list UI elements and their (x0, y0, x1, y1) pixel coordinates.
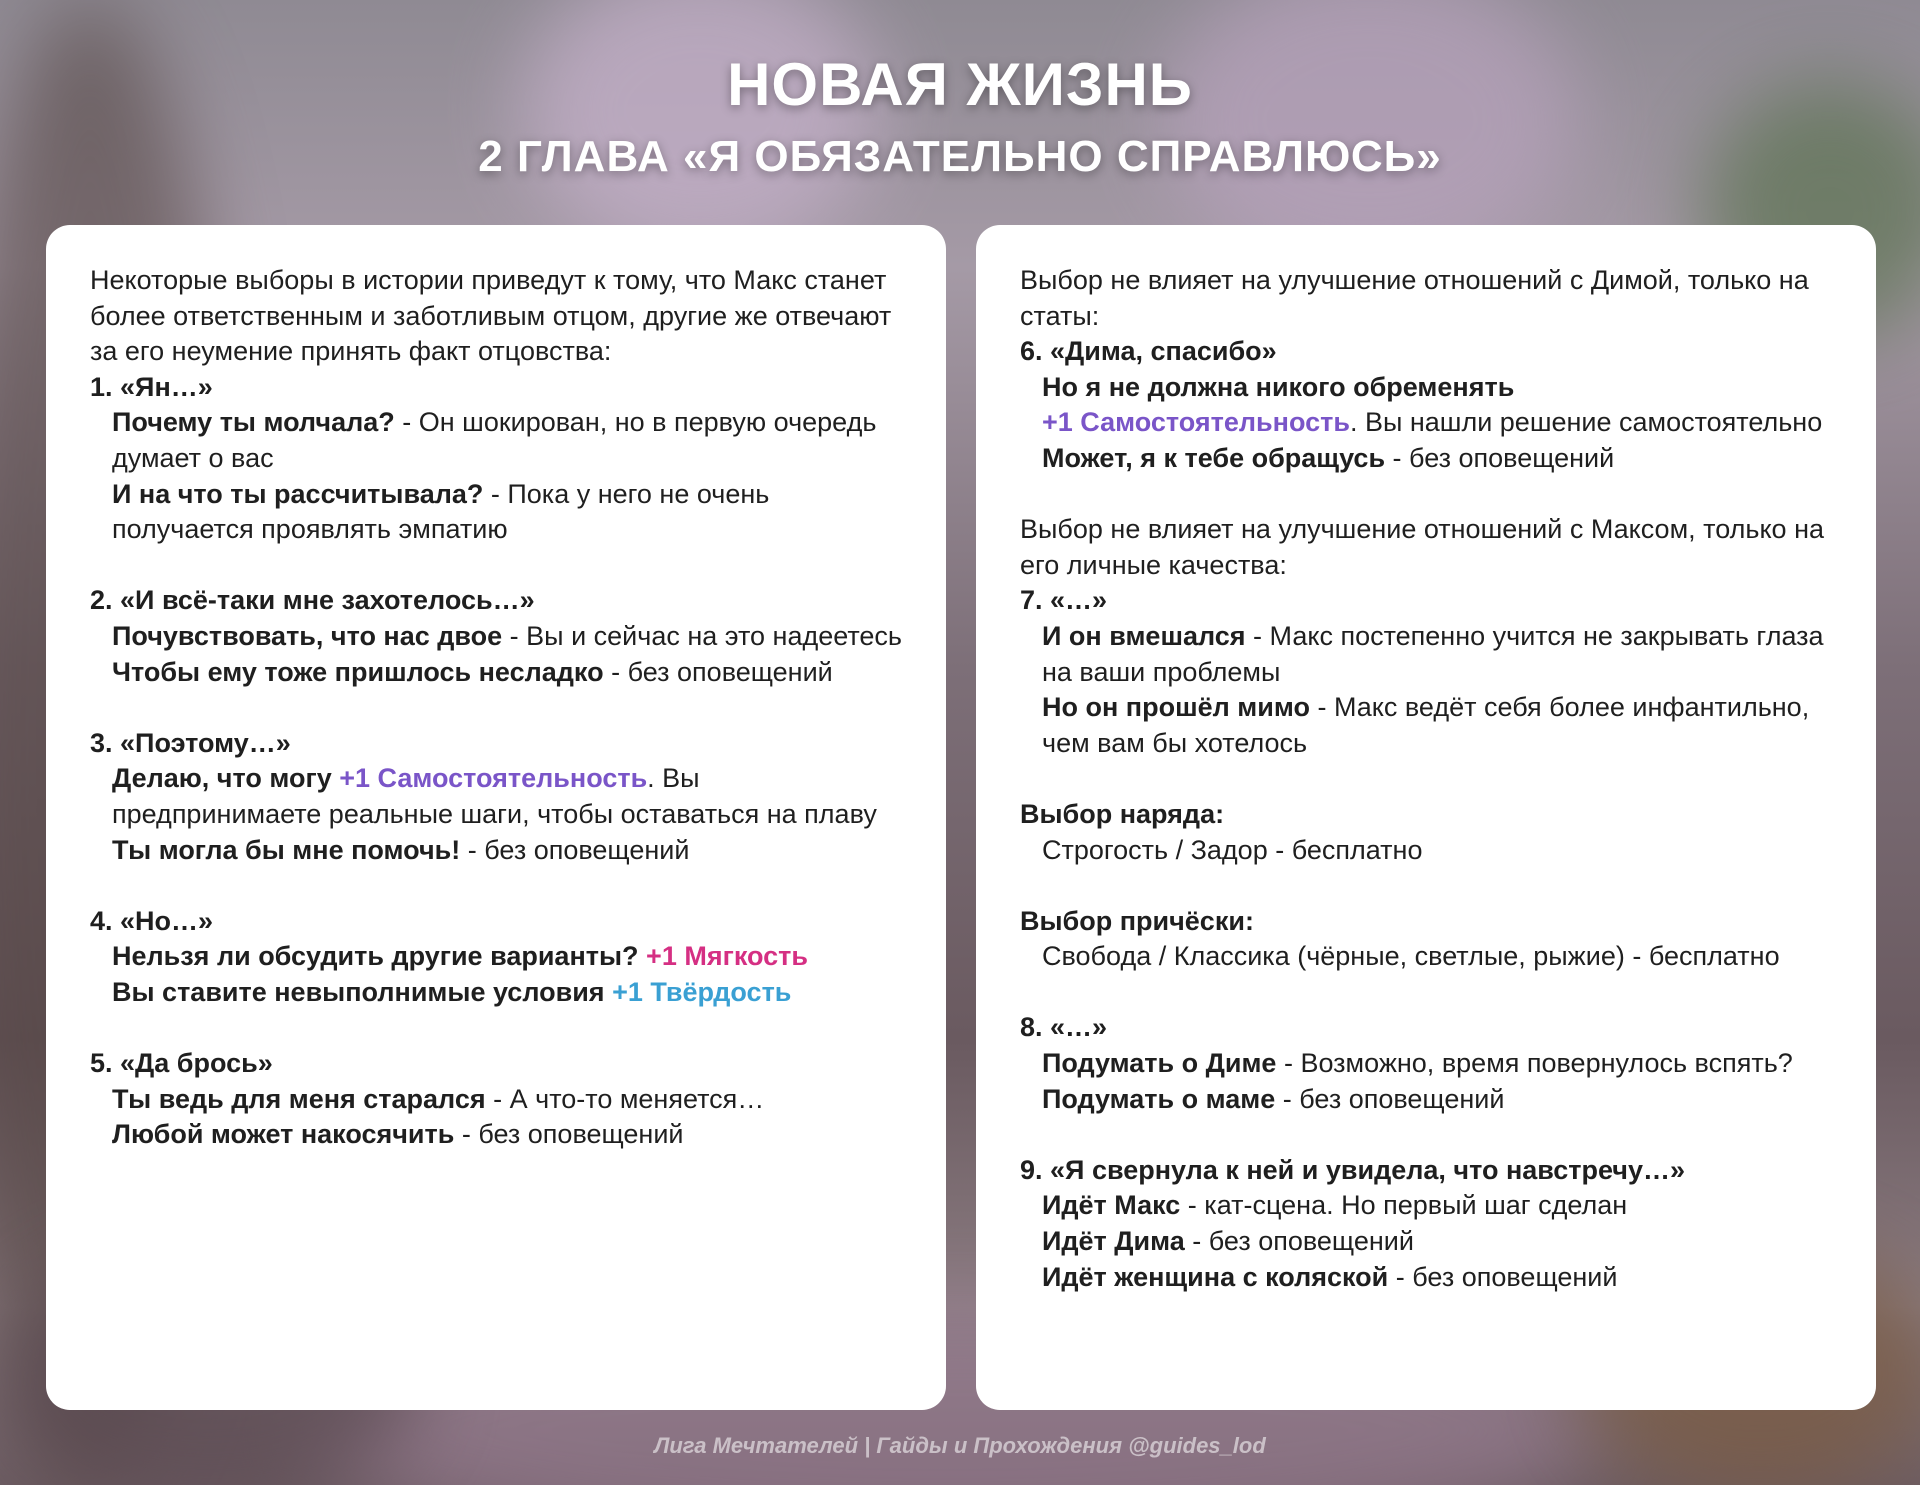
choice-option (112, 939, 906, 975)
option-label: Делаю, что могу (112, 763, 332, 794)
option-label: Идёт Макс (1042, 1190, 1181, 1221)
choice-title: Выбор наряда: (1020, 798, 1225, 829)
option-result: - без оповещений (454, 1119, 684, 1150)
option-label: И на что ты рассчитывала? (112, 478, 484, 509)
choice-block-6 (1020, 334, 1836, 476)
choice-block-4 (90, 904, 906, 1011)
choice-option (1042, 1082, 1836, 1118)
option-label: Идёт Дима (1042, 1226, 1185, 1257)
option-result: - Пока у него не очень получается проявлять эмпатию (112, 478, 770, 545)
option-label: Подумать о Диме (1042, 1048, 1277, 1079)
right-card (976, 225, 1876, 1410)
stat-badge-softness: +1 Мягкость (646, 941, 808, 972)
left-card (46, 225, 946, 1410)
outfit-block (1020, 797, 1836, 868)
choice-option (112, 975, 906, 1011)
choice-block-3 (90, 726, 906, 868)
chapter-subtitle: 2 ГЛАВА «Я ОБЯЗАТЕЛЬНО СПРАВЛЮСЬ» (478, 132, 1442, 181)
stat-badge-firmness: +1 Твёрдость (612, 976, 792, 1007)
option-result: - без оповещений (603, 656, 833, 687)
choice-option: Строгость / Задор - бесплатно (1042, 834, 1423, 865)
option-label: Ты ведь для меня старался (112, 1083, 486, 1114)
choice-option (112, 1117, 906, 1153)
choice-title: 5. «Да брось» (90, 1048, 273, 1079)
spacer (1020, 975, 1836, 1011)
stat-badge-independence: +1 Самостоятельность (339, 763, 648, 794)
choice-option (112, 833, 906, 869)
choice-block-2 (90, 583, 906, 690)
choice-option (112, 761, 906, 832)
choice-option: Свобода / Классика (чёрные, светлые, рыжие) - бесплатно (1042, 941, 1780, 972)
choice-title: 8. «…» (1020, 1012, 1108, 1043)
option-result: - Он шокирован, но в первую очередь думает о вас (112, 407, 877, 473)
option-label: Ты могла бы мне помочь! (112, 834, 461, 865)
option-result: - А что-то меняется… (485, 1083, 765, 1114)
choice-option (112, 405, 906, 476)
option-label: Подумать о маме (1042, 1083, 1276, 1114)
spacer (1020, 868, 1836, 904)
watermark-footer: Лига Мечтателей | Гайды и Прохождения @guides_lod (654, 1433, 1266, 1458)
choice-title: 2. «И всё-таки мне захотелось…» (90, 585, 535, 616)
choice-block-8 (1020, 1010, 1836, 1117)
spacer (90, 690, 906, 726)
option-label: Нельзя ли обсудить другие варианты? (112, 941, 639, 972)
choice-block-1 (90, 370, 906, 548)
option-result: - без оповещений (460, 834, 690, 865)
intro-text: Выбор не влияет на улучшение отношений с Максом, только на его личные качества: (1020, 514, 1825, 580)
choice-block-5 (90, 1046, 906, 1153)
choice-title: 7. «…» (1020, 585, 1108, 616)
option-result: - Макс постепенно учится не закрывать глаза на ваши проблемы (1042, 620, 1824, 687)
choice-option (1042, 1224, 1836, 1260)
choice-option (1042, 619, 1836, 690)
choice-option (112, 655, 906, 691)
choice-option (1042, 405, 1836, 441)
option-label: И он вмешался (1042, 620, 1246, 651)
option-result: . Вы предпринимаете реальные шаги, чтобы оставаться на плаву (112, 763, 877, 829)
choice-title: 3. «Поэтому…» (90, 727, 291, 758)
choice-option (1042, 1188, 1836, 1224)
choice-option (112, 1082, 906, 1118)
option-result: - кат-сцена. Но первый шаг сделан (1180, 1190, 1628, 1221)
spacer (1020, 761, 1836, 797)
choice-option (1042, 1046, 1836, 1082)
option-label: Почувствовать, что нас двое (112, 620, 503, 651)
option-result: - без оповещений (1385, 442, 1615, 473)
choice-title: 1. «Ян…» (90, 371, 213, 402)
spacer (1020, 477, 1836, 513)
option-result: - Возможно, время повернулось вспять? (1276, 1048, 1793, 1079)
spacer (90, 548, 906, 584)
option-label: Но он прошёл мимо (1042, 692, 1310, 723)
choice-option (112, 477, 906, 548)
option-label: Может, я к тебе обращусь (1042, 442, 1386, 473)
option-result: - без оповещений (1184, 1226, 1414, 1257)
choice-block-7 (1020, 583, 1836, 761)
spacer (90, 868, 906, 904)
option-label: Чтобы ему тоже пришлось несладко (112, 656, 604, 687)
intro-text: Выбор не влияет на улучшение отношений с Димой, только на статы: (1020, 265, 1809, 331)
option-label: Вы ставите невыполнимые условия (112, 976, 605, 1007)
spacer (90, 1010, 906, 1046)
page-title: НОВАЯ ЖИЗНЬ (727, 51, 1193, 118)
curtain-shape (520, 0, 880, 260)
choice-title: Выбор причёски: (1020, 905, 1254, 936)
option-result: - Макс ведёт себя более инфантильно, чем вам бы хотелось (1042, 692, 1810, 758)
choice-option (1042, 370, 1836, 406)
choice-option (1042, 441, 1836, 477)
option-result: . Вы нашли решение самостоятельно (1349, 407, 1823, 438)
hairstyle-block (1020, 904, 1836, 975)
option-label: Почему ты молчала? (112, 407, 395, 438)
option-result: - без оповещений (1388, 1261, 1618, 1292)
choice-option (1042, 1260, 1836, 1296)
option-label: Но я не должна никого обременять (1042, 371, 1515, 402)
option-label: Любой может накосячить (112, 1119, 455, 1150)
option-result: - Вы и сейчас на это надеетесь (502, 620, 903, 651)
choice-option (112, 619, 906, 655)
choice-title: 6. «Дима, спасибо» (1020, 336, 1277, 367)
choice-title: 4. «Но…» (90, 905, 214, 936)
option-result: - без оповещений (1275, 1083, 1505, 1114)
option-label: Идёт женщина с коляской (1042, 1261, 1389, 1292)
choice-block-9 (1020, 1153, 1836, 1295)
choice-option (1042, 690, 1836, 761)
intro-text: Некоторые выборы в истории приведут к тому, что Макс станет более ответственным и заботливым отцом, другие же отвечают за его неумение принять факт отцовства: (90, 265, 892, 367)
choice-title: 9. «Я свернула к ней и увидела, что навстречу…» (1020, 1154, 1685, 1185)
stat-badge-independence: +1 Самостоятельность (1042, 407, 1350, 438)
spacer (1020, 1117, 1836, 1153)
